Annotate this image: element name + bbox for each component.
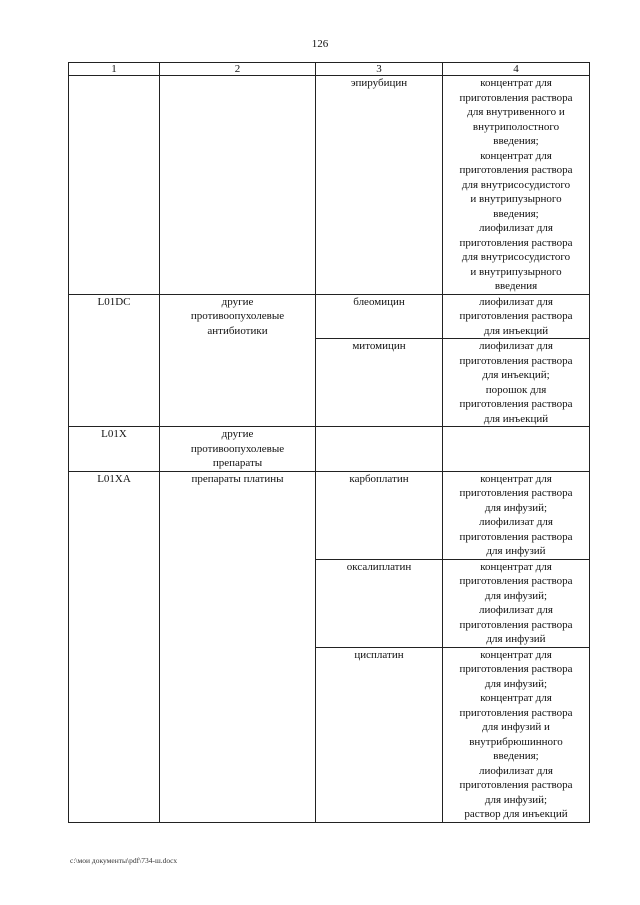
table-row [69, 76, 590, 295]
column-header: 4 [443, 63, 590, 76]
drug-name-cell: митомицин [316, 339, 443, 427]
dosage-forms-cell: лиофилизат для приготовления раствора для инъекций; порошок для приготовления раствора для инъекций [443, 339, 590, 427]
drug-name-cell: карбоплатин [316, 471, 443, 559]
atc-code-cell: L01DC [69, 294, 160, 427]
dosage-forms-cell: концентрат для приготовления раствора для инфузий; лиофилизат для приготовления раствора для инфузий [443, 471, 590, 559]
file-path-footer: c:\мои документы\pdf\734-ш.docx [70, 856, 178, 865]
drug-table [68, 62, 590, 823]
drug-name-cell: цисплатин [316, 647, 443, 822]
dosage-forms-cell: концентрат для приготовления раствора для инфузий; концентрат для приготовления раствора для инфузий и внутрибрюшинного введения; лиофилизат для приготовления раствора для инфузий; раствор для инъекций [443, 647, 590, 822]
dosage-forms-cell: концентрат для приготовления раствора для инфузий; лиофилизат для приготовления раствора для инфузий [443, 559, 590, 647]
dosage-forms-cell: концентрат для приготовления раствора для внутривенного и внутриполостного введения; концентрат для приготовления раствора для внутрисосудистого и внутрипузырного введения; лиофилизат для приготовления раствора для внутрисосудистого и внутрипузырного введения [443, 76, 590, 295]
column-header: 1 [69, 63, 160, 76]
drug-name-cell: оксалиплатин [316, 559, 443, 647]
column-header: 3 [316, 63, 443, 76]
table-row [69, 471, 590, 559]
drug-name-cell: эпирубицин [316, 76, 443, 295]
table-row [69, 427, 590, 472]
dosage-forms-cell: лиофилизат для приготовления раствора для инъекций [443, 294, 590, 339]
column-header: 2 [160, 63, 316, 76]
drug-name-cell: блеомицин [316, 294, 443, 339]
drug-name-cell [316, 427, 443, 472]
group-cell: другие противоопухолевые препараты [160, 427, 316, 472]
table-header-row [69, 63, 590, 76]
group-cell [160, 76, 316, 295]
page-number: 126 [311, 38, 329, 50]
dosage-forms-cell [443, 427, 590, 472]
table-row [69, 294, 590, 339]
atc-code-cell: L01XA [69, 471, 160, 822]
group-cell: препараты платины [160, 471, 316, 822]
atc-code-cell: L01X [69, 427, 160, 472]
group-cell: другие противоопухолевые антибиотики [160, 294, 316, 427]
atc-code-cell [69, 76, 160, 295]
